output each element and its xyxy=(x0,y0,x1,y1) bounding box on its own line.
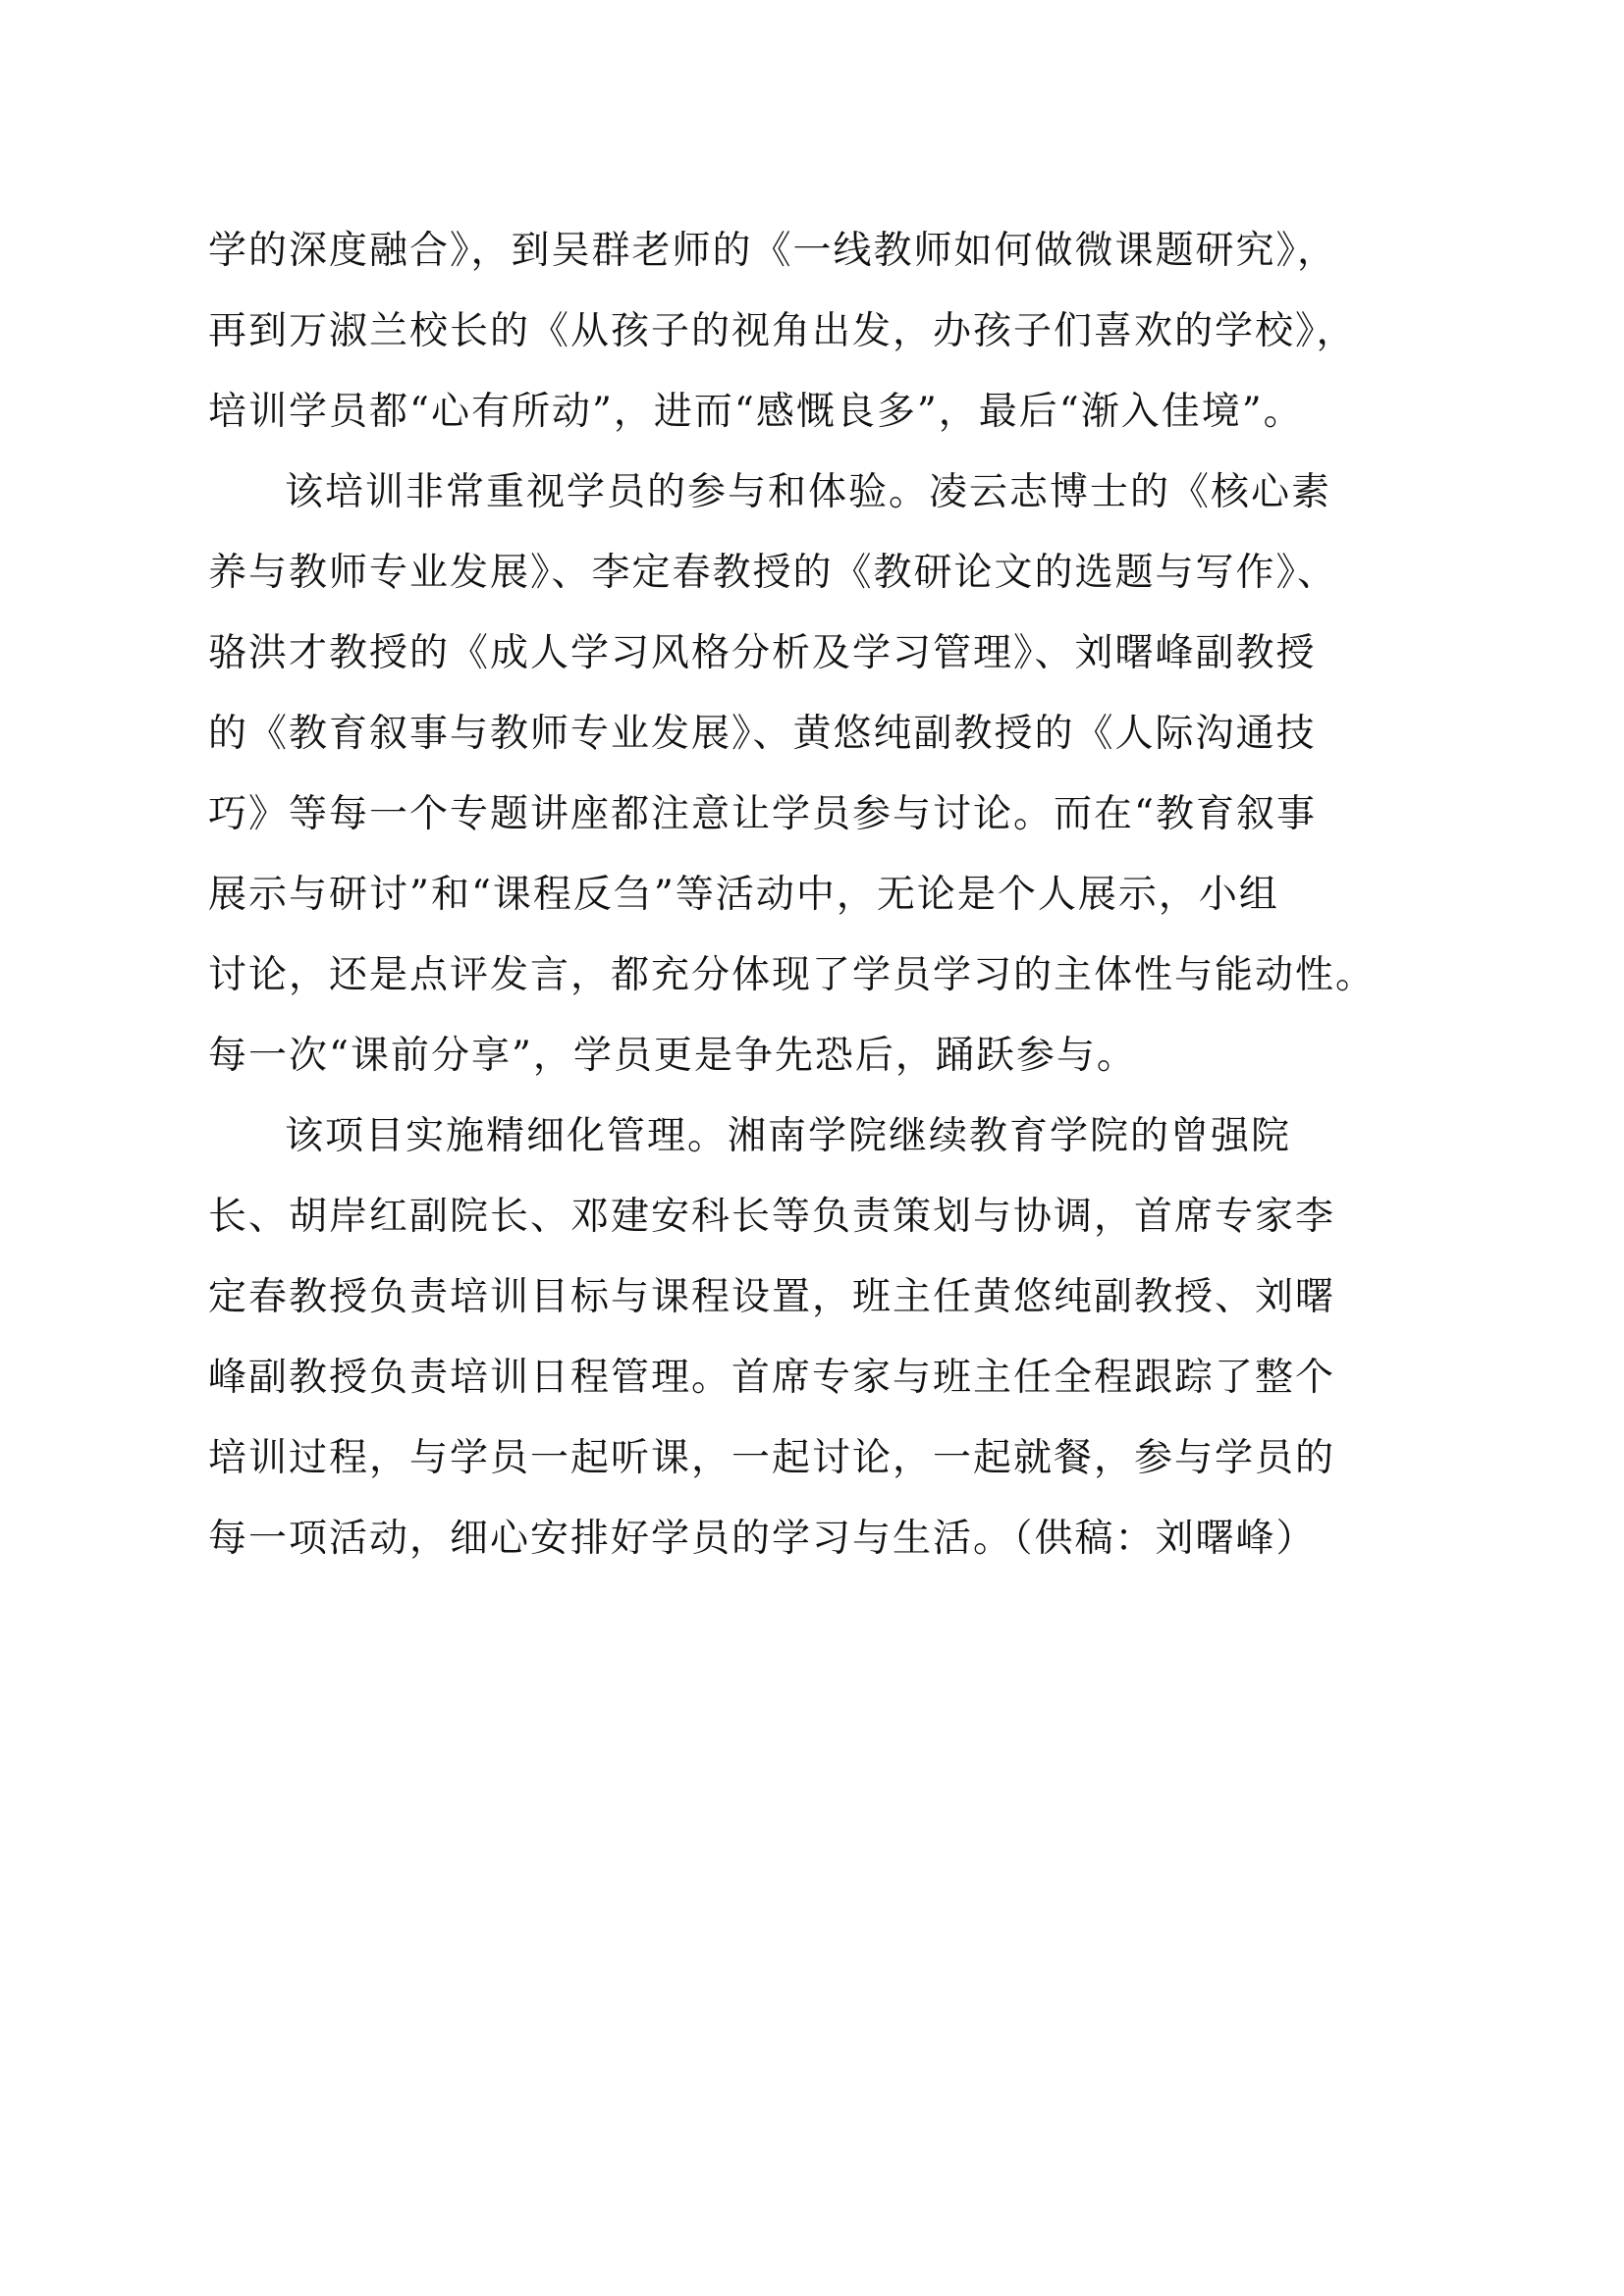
text-line: 培训学员都“心有所动”，进而“感慨良多”，最后“渐入佳境”。 xyxy=(208,390,1304,434)
text-line: 展示与研讨”和“课程反刍”等活动中，无论是个人展示，小组 xyxy=(208,873,1279,917)
text-line: 学的深度融合》，到吴群老师的《一线教师如何做微课题研究》， xyxy=(208,229,1338,273)
text-line: 讨论，还是点评发言，都充分体现了学员学习的主体性与能动性。 xyxy=(208,953,1377,997)
text-line: 培训过程，与学员一起听课，一起讨论，一起就餐，参与学员的 xyxy=(208,1436,1336,1480)
text-line: 该项目实施精细化管理。湘南学院继续教育学院的曾强院 xyxy=(285,1114,1292,1158)
text-line: 每一项活动，细心安排好学员的学习与生活。（供稿：刘曙峰） xyxy=(208,1517,1317,1561)
text-line: 定春教授负责培训目标与课程设置，班主任黄悠纯副教授、刘曙 xyxy=(208,1275,1336,1319)
text-line: 长、胡岸红副院长、邓建安科长等负责策划与协调，首席专家李 xyxy=(208,1195,1336,1239)
article-body xyxy=(208,211,1426,1579)
paragraph-1 xyxy=(208,211,1426,453)
text-line: 的《教育叙事与教师专业发展》、黄悠纯副教授的《人际沟通技 xyxy=(208,712,1317,756)
text-line: 峰副教授负责培训日程管理。首席专家与班主任全程跟踪了整个 xyxy=(208,1356,1336,1400)
text-line: 该培训非常重视学员的参与和体验。凌云志博士的《核心素 xyxy=(285,470,1332,514)
text-line: 养与教师专业发展》、李定春教授的《教研论文的选题与写作》、 xyxy=(208,551,1338,595)
paragraph-2 xyxy=(208,453,1426,1096)
text-line: 巧》等每一个专题讲座都注意让学员参与讨论。而在“教育叙事 xyxy=(208,792,1317,836)
text-line: 骆洪才教授的《成人学习风格分析及学习管理》、刘曙峰副教授 xyxy=(208,631,1317,675)
paragraph-3 xyxy=(208,1096,1426,1579)
text-line: 再到万淑兰校长的《从孩子的视角出发，办孩子们喜欢的学校》， xyxy=(208,309,1357,353)
text-line: 每一次“课前分享”，学员更是争先恐后，踊跃参与。 xyxy=(208,1034,1137,1078)
